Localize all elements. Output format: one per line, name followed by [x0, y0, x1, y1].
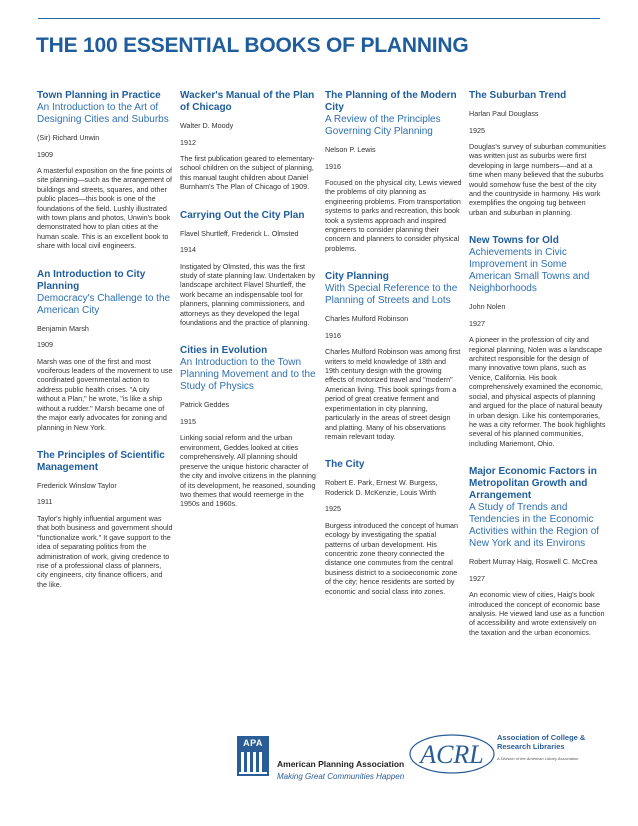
book-year: 1925: [469, 125, 485, 135]
book-title: Town Planning in Practice: [37, 90, 161, 101]
book-subtitle: Democracy's Challenge to the American City: [37, 292, 171, 316]
book-year: 1909: [37, 340, 53, 350]
book-author: John Nolen: [469, 302, 506, 312]
book-year: 1912: [180, 137, 196, 147]
book-entry: [180, 210, 317, 328]
book-title: The Planning of the Modern City: [325, 90, 457, 113]
book-title: New Towns for Old: [469, 235, 559, 247]
book-year: 1909: [37, 149, 53, 159]
book-entry: [469, 235, 606, 448]
book-author: (Sir) Richard Unwin: [37, 133, 100, 142]
book-title: The City: [325, 459, 365, 471]
book-description: Focused on the physical city, Lewis viewed the problems of city planning as engineering problems. From transportation systems to parks and recreation, this book took a systems approach and inspired engineers to consider planning their concern and planners to consider physical problems.: [325, 178, 462, 253]
book-subtitle: A Study of Trends and Tendencies in the Economic Activities within the Region of New York and its Environs: [469, 502, 600, 550]
apa-tagline: Making Great Communities Happen: [277, 772, 405, 781]
book-author: Robert E. Park, Ernest W. Burgess, Roderick D. McKenzie, Louis Wirth: [325, 478, 438, 497]
book-entry: [180, 345, 317, 508]
column-1: [37, 90, 174, 607]
page-title: THE 100 ESSENTIAL BOOKS OF PLANNING: [36, 34, 469, 57]
book-entry: [325, 271, 462, 441]
book-author: Flavel Shurtleff, Frederick L. Olmsted: [180, 228, 299, 238]
book-title: An Introduction to City Planning: [37, 268, 146, 292]
book-subtitle: An Introduction to the Art of Designing Cities and Suburbs: [37, 102, 169, 125]
book-entry: [325, 459, 462, 596]
acrl-division: A Division of the American Library Association: [497, 756, 579, 761]
book-entry: [469, 466, 606, 637]
book-year: 1915: [180, 416, 196, 426]
book-title: Major Economic Factors in Metropolitan Growth and Arrangement: [469, 466, 597, 502]
book-description: A masterful exposition on the fine points of site planning—such as the arrangement of buildings and streets, squares, and other public places—this book is one of the foundations of the field. Lushly illustrated with town plans and photos, Unwin's book demonstrated how to plan cities at the human scale. This is an excellent book to share with local civil engineers.: [37, 166, 173, 251]
book-entry: [37, 450, 174, 589]
column-2: [180, 90, 317, 527]
apa-name: American Planning Association: [277, 759, 405, 769]
book-description: A pioneer in the profession of city and regional planning, Nolen was a landscape architect responsible for the design of many innovative town plans, such as Venice, California. His book comprehensively examined the economic, social, and physical aspects of planning and argued for the place of natural beauty in urban design. Like his contemporaries, he was a city reformer. The book highlights several of his planned communities, including Mariemont, Ohio.: [469, 335, 606, 448]
book-author: Benjamin Marsh: [37, 323, 89, 333]
book-title: City Planning: [325, 271, 389, 283]
book-entry: [325, 90, 462, 253]
book-year: 1927: [469, 318, 485, 328]
book-subtitle: Achievements in Civic Improvement in Some American Small Towns and Neighborhoods: [469, 247, 590, 295]
book-entry: [37, 269, 174, 432]
book-description: The first publication geared to elementary-school children on the subject of planning, this manual taught children about Daniel Burnham's The Plan of Chicago of 1909.: [180, 154, 315, 192]
book-description: Linking social reform and the urban environment, Geddes looked at cities comprehensively. All planning should preserve the unique historic character of the city and involve citizens in the planning of its development, he reasoned, sounding two themes that would reemerge in the 1950s and 1960s.: [180, 433, 316, 509]
book-description: Instigated by Olmsted, this was the first study of state planning law. Undertaken by landscape architect Flavel Shurtleff, the work became an indispensable tool for planners, planning commissioners, and attorneys as they developed the legal foundations and the practice of planning.: [180, 261, 316, 328]
book-author: Nelson P. Lewis: [325, 145, 376, 154]
book-year: 1911: [37, 497, 53, 507]
book-year: 1914: [180, 245, 196, 255]
book-title: The Principles of Scientific Management: [37, 449, 165, 473]
book-author: Charles Mulford Robinson: [325, 314, 409, 324]
book-entry: [180, 90, 317, 192]
book-title: The Suburban Trend: [469, 90, 567, 101]
footer: [0, 700, 638, 826]
book-description: Douglas's survey of suburban communities was written just as suburbs were first developing in large numbers—and at a time when many believed that the suburbs would somehow fuse the best of the city and the countryside in harmony. His work exemplifies the ongoing tug between urban and suburban in planning.: [469, 142, 606, 217]
book-description: Taylor's highly influential argument was that both business and government should "functionalize work." It gave support to the idea of separating politics from the administration of work, giving credence to rise of a professional class of planners, city engineers, city finance officers, and the like.: [37, 513, 173, 589]
book-description: Marsh was one of the first and most vociferous leaders of the movement to use coordinated governmental action to address public health crises. "A city without a Plan," he wrote, "is like a ship without a rudder." Marsh became one of the major early advocates for zoning and planning in New York.: [37, 356, 173, 432]
top-rule: [38, 18, 600, 19]
book-description: Burgess introduced the concept of human ecology by investigating the spatial patterns of urban development. His concentric zone theory connected the distance one commutes from the central business district to a socioeconomic zone of the city; hence residents are sorted by economic and social class into zones.: [325, 520, 459, 596]
book-author: Robert Murray Haig, Roswell C. McCrea: [469, 557, 598, 567]
book-title: Wacker's Manual of the Plan of Chicago: [180, 90, 315, 113]
book-entry: [469, 90, 606, 217]
column-3: [325, 90, 462, 614]
book-year: 1916: [325, 161, 341, 171]
book-year: 1925: [325, 504, 341, 514]
book-entry: [37, 90, 174, 251]
book-year: 1916: [325, 330, 341, 340]
book-description: An economic view of cities, Haig's book introduced the concept of economic base analysis. He viewed land use as a function of accessibility and wrote extensively on the taxation and the urban economics.: [469, 590, 605, 637]
book-subtitle: With Special Reference to the Planning of Streets and Lots: [325, 283, 458, 307]
book-author: Frederick Winslow Taylor: [37, 480, 117, 490]
acrl-logo: [408, 732, 496, 776]
book-author: Harlan Paul Douglass: [469, 109, 539, 118]
apa-logo-text: APA: [243, 738, 263, 748]
apa-logo: [237, 736, 269, 776]
acrl-name: Association of College & Research Libraries: [497, 733, 586, 751]
book-year: 1927: [469, 573, 485, 583]
column-4: [469, 90, 606, 655]
book-author: Patrick Geddes: [180, 400, 230, 410]
acrl-logo-text: ACRL: [420, 740, 484, 769]
book-subtitle: A Review of the Principles Governing City Planning: [325, 114, 441, 137]
book-title: Carrying Out the City Plan: [180, 209, 305, 221]
book-author: Walter D. Moody: [180, 121, 234, 130]
book-subtitle: An Introduction to the Town Planning Movement and to the Study of Physics: [180, 357, 316, 393]
book-description: Charles Mulford Robinson was among first writers to meld knowledge of 18th and 19th century design with the growing effects of motorized travel and "modern" American living. This book springs from a period of great creative ferment and experimentation in city planning, particularly in the areas of street design and platting. Many of his observations remain relevant today.: [325, 347, 461, 441]
apa-columns-icon: [237, 749, 269, 776]
book-title: Cities in Evolution: [180, 345, 268, 357]
